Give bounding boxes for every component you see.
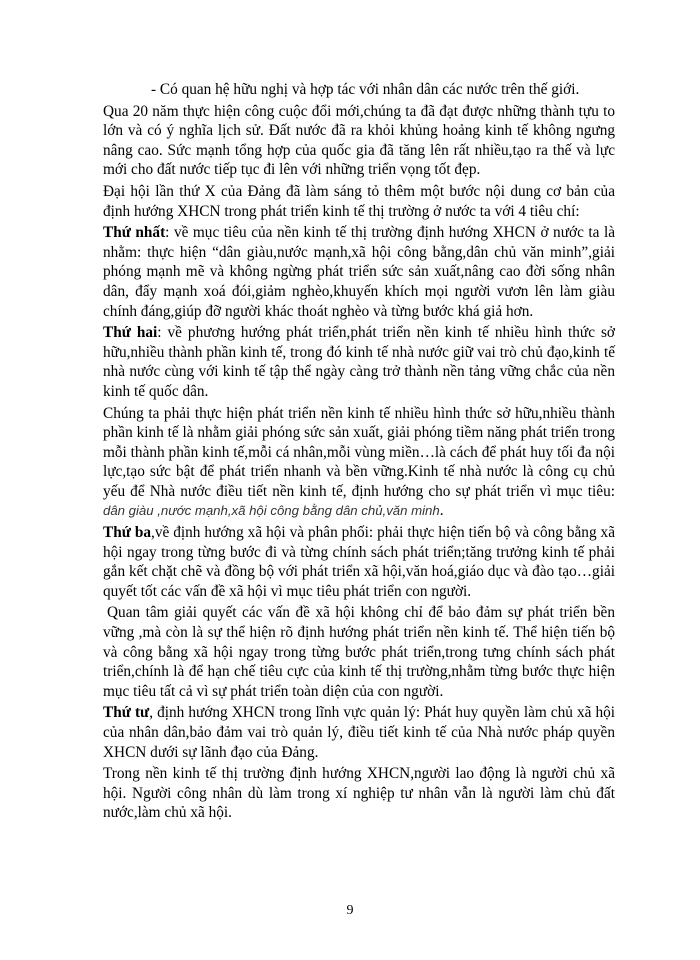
paragraph-workers (103, 764, 615, 823)
criterion-heading: Thứ nhất (103, 224, 166, 242)
paragraph-text: : về phương hướng phát triển,phát triển nền kinh tế nhiều hình thức sở hữu,nhiều thành phần kinh tế, trong đó kinh tế nhà nước giữ vai trò chủ đạo,kinh tế nhà nước cùng với kinh tế tập thể ngày càng trở thành nền tảng vững chắc của nền kinh tế quốc dân. (103, 324, 615, 400)
paragraph-text: Quan tâm giải quyết các vấn đề xã hội không chỉ để bảo đảm sự phát triển bền vững ,mà còn là sự thể hiện rõ định hướng phát triển nền kinh tế. Thể hiện tiến bộ và công bằng xã hội ngay trong từng bước phát triển,trong tưng chính sách phát triển,chính là để hạn chế tiêu cực của kinh tế thị trường,nhằm từng bước thực hiện mục tiêu tất cả vì sự phát triển toàn diện của con người. (103, 604, 615, 700)
paragraph-text: Đại hội lần thứ X của Đảng đã làm sáng tỏ thêm một bước nội dung cơ bản của định hướng XHCN trong phát triển kinh tế thị trường ở nước ta với 4 tiêu chí: (103, 182, 615, 220)
paragraph-text: Qua 20 năm thực hiện công cuộc đổi mới,chúng ta đã đạt được những thành tựu to lớn và có ý nghĩa lịch sử. Đất nước đã ra khỏi khủng hoảng kinh tế không ngưng nâng cao. Sức mạnh tổng hợp của quốc gia đã tăng lên rất nhiều,tạo ra thế và lực mới cho đất nước tiếp tục đi lên với những triển vọng tốt đẹp. (103, 102, 615, 179)
paragraph-criterion-three (103, 523, 615, 601)
paragraph-text: Chúng ta phải thực hiện phát triển nền kinh tế nhiều hình thức sở hữu,nhiều thành phần kinh tế là nhằm giải phóng sức sản xuất, giải phóng tiềm năng phát triển trong mỗi thành phần kinh tế,mỗi cá nhân,mỗi vùng miền…là cách để phát huy tối đa nội lực,tạo sức bật để phát triển nhanh và bền vững.Kinh tế nhà nước là công cụ chủ yếu để Nhà nước điều tiết nền kinh tế, định hướng cho sự phát triển vì mục tiêu: (103, 404, 615, 500)
paragraph-text: - Có quan hệ hữu nghị và hợp tác với nhân dân các nước trên thế giới. (151, 81, 580, 98)
paragraph-text: : về mục tiêu của nền kinh tế thị trường định hướng XHCN ở nước ta là nhằm: thực hiện “dân giàu,nước mạnh,xã hội công bằng,dân chủ văn minh”,giải phóng mạnh mẽ và không ngừng phát triển sức sản xuất,nâng cao đời sống nhân dân, đẩy mạnh xoá đói,giảm nghèo,khuyến khích mọi người vươn lên làm giàu chính đáng,giúp đỡ người khác thoát nghèo và từng bước khá giả hơn. (103, 224, 615, 320)
paragraph-friendship (103, 80, 615, 100)
paragraph-reform-results (103, 102, 615, 180)
page-number: 9 (346, 903, 354, 918)
paragraph-criterion-one (103, 223, 615, 321)
paragraph-criterion-four (103, 703, 615, 762)
paragraph-text: , định hướng XHCN trong lĩnh vực quản lý: Phát huy quyền làm chủ xã hội của nhân dân,bảo đảm vai trò quản lý, điều tiết kinh tế của Nhà nước pháp quyền XHCN dưới sự lãnh đạo của Đảng. (103, 704, 615, 761)
paragraph-text: Trong nền kinh tế thị trường định hướng XHCN,người lao động là người chủ xã hội. Người công nhân dù làm trong xí nghiệp tư nhân vẫn là người làm chủ đất nước,làm chủ xã hội. (103, 765, 615, 822)
paragraph-ownership-forms (103, 404, 615, 522)
document-body (103, 80, 615, 825)
criterion-heading: Thứ ba (103, 524, 152, 542)
paragraph-criterion-two (103, 323, 615, 401)
criterion-heading: Thứ hai (103, 324, 158, 342)
goal-phrase: dân giàu ,nước mạnh,xã hội công bằng dân chủ,văn minh (103, 503, 440, 519)
paragraph-congress-x (103, 182, 615, 221)
paragraph-text: ,về định hướng xã hội và phân phối: phải thực hiện tiến bộ và công bằng xã hội ngay trong từng bước đi và từng chính sách phát triển;tăng trưởng kinh tế phải gắn kết chặt chẽ và đồng bộ với phát triển xã hội,văn hoá,giáo dục và đào tạo…giải quyết tốt các vấn đề xã hội vì mục tiêu phát triển con người. (103, 524, 615, 600)
criterion-heading: Thứ tư (103, 704, 150, 722)
paragraph-tail: . (439, 502, 444, 520)
paragraph-social-issues (103, 603, 615, 701)
